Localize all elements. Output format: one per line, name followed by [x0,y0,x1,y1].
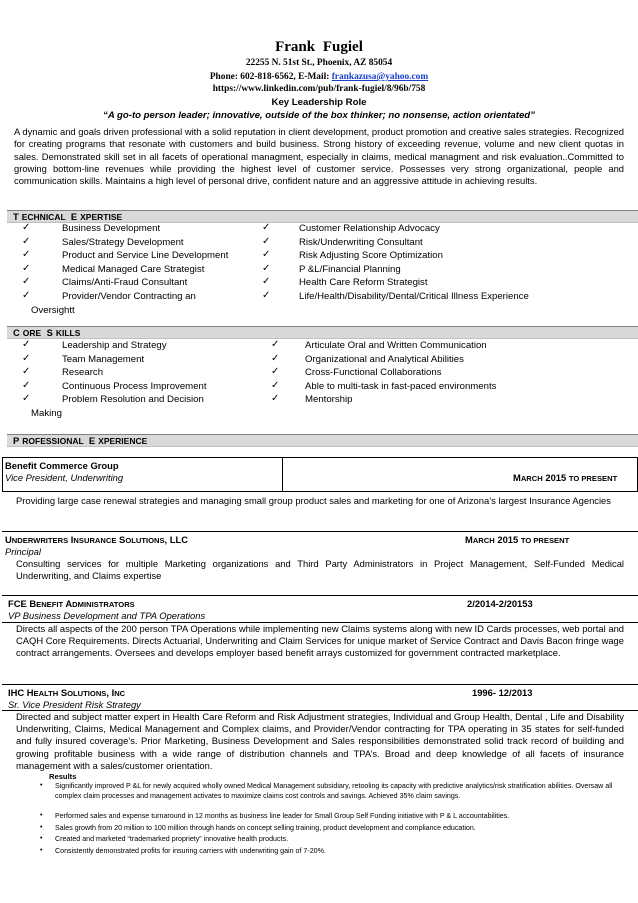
skill-item: Health Care Reform Strategist [299,277,428,289]
check-icon: ✓ [22,339,31,350]
section-professional-experience: P ROFESSIONAL E XPERIENCE [7,434,638,447]
check-icon: ✓ [262,276,271,288]
job-1-date: MARCH 2015 TO PRESENT [513,472,618,483]
check-icon: ✓ [271,339,280,350]
skill-item: Life/Health/Disability/Dental/Critical Illness Experience [299,291,529,302]
job-3-date: 2/2014-2/20153 [467,598,533,609]
role-tagline: “A go-to person leader; innovative, outside of the box thinker; no nonsense, action orientated” [103,110,535,121]
job-4-title: Sr. Vice President Risk Strategy [8,699,141,710]
check-icon: ✓ [271,379,280,391]
bullet-icon: • [40,812,43,819]
candidate-name: Frank Fugiel [275,39,363,55]
job-4-top-rule [2,684,638,685]
skill-item: Mentorship [305,394,353,406]
results-label: Results [49,772,77,781]
skill-item: Team Management [62,353,145,365]
check-icon: ✓ [22,290,31,301]
check-icon: ✓ [22,235,31,247]
skill-item-wrap: Oversightt [31,304,75,316]
skill-item: Organizational and Analytical Abilities [305,353,464,365]
skill-item: Risk/Underwriting Consultant [299,236,423,248]
job-2-title: Principal [5,546,41,557]
skill-item: Business Development [62,223,161,234]
job-3-description: Directs all aspects of the 200 person TPA Operations while implementing new Claims systems along with new ID Cards processes, web portal and CAQH Core Requirements. Directs Actuarial, Underwriting and Claim Services for unique market of Service Contract and Davis Bacon fringe wage contract arrangements. Oversees and develops employer based benefit arrays customized for government contracted marketplace. [16,623,624,659]
skill-item: Risk Adjusting Score Optimization [299,250,443,262]
check-icon: ✓ [22,393,31,405]
linkedin-link[interactable]: https://www.linkedin.com/pub/frank-fugiel/8/96b/758 [212,84,426,94]
result-item: Significantly improved P &L for newly acquired wholly owned Medical Management subsidiary, retooling its capacity with predictive analytics/risk stratification abilities. Oversaw all complex claim processes and management activates to maximize claims cost controls and savings. Achieved 35% claim savings. [55,782,613,800]
job-1-company: Benefit Commerce Group [5,460,119,471]
skill-item: Cross-Functional Collaborations [305,367,442,379]
check-icon: ✓ [22,262,31,274]
address: 22255 N. 51st St., Phoenix, AZ 85054 [245,58,393,68]
skill-item: Medical Managed Care Strategist [62,263,205,275]
bullet-icon: • [40,835,43,842]
result-item: Performed sales and expense turnaround in 12 months as business line leader for Small Group Self Funding initiative with P & L accountabilities. [55,812,510,820]
skill-item: Leadership and Strategy [62,340,167,351]
section-technical-expertise: T ECHNICAL E XPERTISE [7,210,638,223]
result-item: Sales growth from 20 million to 100 million through hands on concept selling training, product development and compliance education. [55,824,476,832]
job-2-top-rule [2,531,638,532]
check-icon: ✓ [262,249,271,261]
result-item: Consistently demonstrated profits for insuring carriers with underwriting gain of 7-20%. [55,847,326,855]
check-icon: ✓ [271,366,280,378]
check-icon: ✓ [22,276,31,288]
skill-item: Research [62,367,104,379]
summary-paragraph: A dynamic and goals driven professional with a solid reputation in client development, product promotion and creative sales strategies. Recognized for creating programs that resonate with customers and build business. Strong history of exceeding revenue, volume and new client quotas in sales. Demonstrated skill set in all facets of operational managment, especially in claims, medical managment and risk evaluation..Committed to growing bottom-line revenues while providing the highest level of customer service. Possesses very strong organizational, people and communication skills. Maintains a high level of personal drive, confident nature and an aggressive attitude in achieving results. [14,126,624,187]
check-icon: ✓ [271,352,280,364]
skill-item: Problem Resolution and Decision [62,394,204,406]
check-icon: ✓ [262,235,271,247]
bullet-icon: • [40,824,43,831]
check-icon: ✓ [262,262,271,274]
job-3-company: FCE BENEFIT ADMINISTRATORS [8,598,135,609]
check-icon: ✓ [262,290,271,301]
skill-item: Sales/Strategy Development [62,236,184,248]
check-icon: ✓ [22,249,31,261]
job-4-company: IHC HEALTH SOLUTIONS, INC [8,687,126,698]
check-icon: ✓ [22,352,31,364]
email-link[interactable]: frankazusa@yahoo.com [331,72,429,82]
job-4-date: 1996- 12/2013 [472,687,533,698]
check-icon: ✓ [22,222,31,233]
check-icon: ✓ [22,379,31,391]
job-4-description: Directed and subject matter expert in Health Care Reform and Risk Adjustment strategies, Individual and Group Health, Dental , Life and Disability Underwriting, Claims, Medical Management and Complex claims, and Provider/Vendor contracting for TPA operating in 35 states for self-funded and fully insured coverage’s. Prior Marketing, Business Development and Sales responsibilities demonstrated solid track record of building and growing profitable business with a wide range of distribution channels and TPA’s. Broad and deep knowledge of all facets of insurance management with a sales/customer orientation. [16,711,624,771]
check-icon: ✓ [22,366,31,378]
skill-item: P &L/Financial Planning [299,263,401,275]
job-1-description: Providing large case renewal strategies and managing small group product sales and marketing for one of Arizona’s largest Insurance Agencies [16,495,611,506]
job-1-title: Vice President, Underwriting [5,472,124,483]
skill-item-wrap: Making [31,408,62,419]
check-icon: ✓ [271,393,280,405]
job-2-company: UNDERWRITERS INSURANCE SOLUTIONS, LLC [5,534,188,545]
contact-line [0,72,638,82]
skill-item: Product and Service Line Development [62,250,229,262]
skill-item: Continuous Process Improvement [62,380,207,392]
job-3-title: VP Business Development and TPA Operations [8,610,206,621]
skill-item: Customer Relationship Advocacy [299,223,440,234]
result-item: Created and marketed “trademarked propriety” innovative health products. [55,835,289,843]
check-icon: ✓ [262,222,271,233]
role-title: Key Leadership Role [271,97,367,108]
skill-item: Able to multi-task in fast-paced environments [305,380,497,392]
bullet-icon: • [40,782,43,789]
phone: Phone: 602-818-6562, E-Mail: [209,72,332,82]
skill-item: Articulate Oral and Written Communication [305,340,487,351]
skill-item: Provider/Vendor Contracting an [62,291,196,302]
job-header-1-divider [282,457,283,492]
section-core-skills: C ORE S KILLS [7,326,638,339]
job-2-description: Consulting services for multiple Marketing organizations and Third Party Administrators in Project Management, Self-Funded Medical Underwriting, and Claims expertise [16,558,624,582]
job-3-top-rule [2,595,638,596]
skill-item: Claims/Anti-Fraud Consultant [62,277,188,289]
job-2-date: MARCH 2015 TO PRESENT [465,534,570,545]
bullet-icon: • [40,847,43,854]
